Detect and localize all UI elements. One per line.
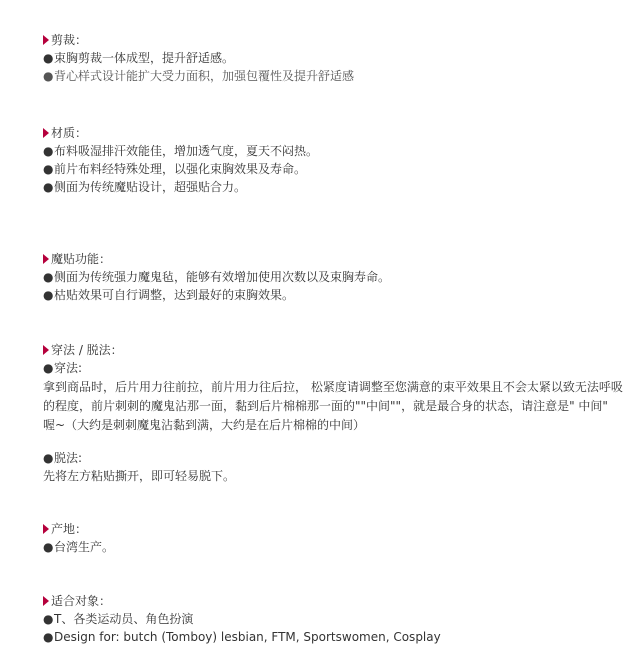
wear-instructions: 拿到商品时，后片用力往前拉，前片用力往后拉， 松紧度请调整至您满意的束平效果且不会太紧以致无法呼吸的程度，前片刺刺的魔鬼沾那一面，黏到后片棉棉那一面的""中间""，就是最合身的状态，请注意是" 中间" 喔~（大约是刺刺魔鬼沾黏到满，大约是在后片棉棉的中间） bbox=[43, 380, 623, 432]
section-origin bbox=[43, 520, 633, 556]
arrow-marker-icon bbox=[43, 596, 49, 606]
arrow-marker-icon bbox=[43, 524, 49, 534]
section-material bbox=[43, 124, 633, 196]
arrow-marker-icon bbox=[43, 345, 49, 355]
list-item: ●布料吸湿排汗效能佳，增加透气度，夏天不闷热。 bbox=[43, 144, 319, 158]
list-item: ●束胸剪裁一体成型，提升舒适感。 bbox=[43, 51, 235, 65]
arrow-marker-icon bbox=[43, 128, 49, 138]
arrow-marker-icon bbox=[43, 254, 49, 264]
section-cut bbox=[43, 31, 633, 85]
list-item: ●台湾生产。 bbox=[43, 540, 115, 554]
list-item: ●侧面为传统强力魔鬼毡，能够有效增加使用次数以及束胸寿命。 bbox=[43, 270, 391, 284]
list-item: ●T、各类运动员、角色扮演 bbox=[43, 612, 194, 626]
arrow-marker-icon bbox=[43, 35, 49, 45]
section-usage bbox=[43, 341, 633, 485]
list-item: ●Design for: butch (Tomboy) lesbian, FTM, Sportswomen, Cosplay bbox=[43, 630, 441, 644]
section-heading: 穿法 / 脱法： bbox=[43, 341, 633, 359]
section-heading: 产地： bbox=[43, 520, 633, 538]
section-heading: 剪裁： bbox=[43, 31, 633, 49]
list-item: ●背心样式设计能扩大受力面积，加强包覆性及提升舒适感 bbox=[43, 69, 355, 83]
section-target-audience bbox=[43, 592, 633, 646]
section-heading: 魔贴功能： bbox=[43, 250, 633, 268]
remove-instructions: 先将左方粘贴撕开，即可轻易脱下。 bbox=[43, 469, 236, 483]
remove-label: ●脱法: bbox=[43, 451, 83, 465]
section-velcro bbox=[43, 250, 633, 304]
section-heading: 材质： bbox=[43, 124, 633, 142]
list-item: ●侧面为传统魔贴设计，超强贴合力。 bbox=[43, 180, 247, 194]
wear-label: ●穿法: bbox=[43, 361, 83, 375]
list-item: ●前片布料经特殊处理，以强化束胸效果及寿命。 bbox=[43, 162, 307, 176]
section-heading: 适合对象： bbox=[43, 592, 633, 610]
list-item: ●枯贴效果可自行调整，达到最好的束胸效果。 bbox=[43, 288, 295, 302]
